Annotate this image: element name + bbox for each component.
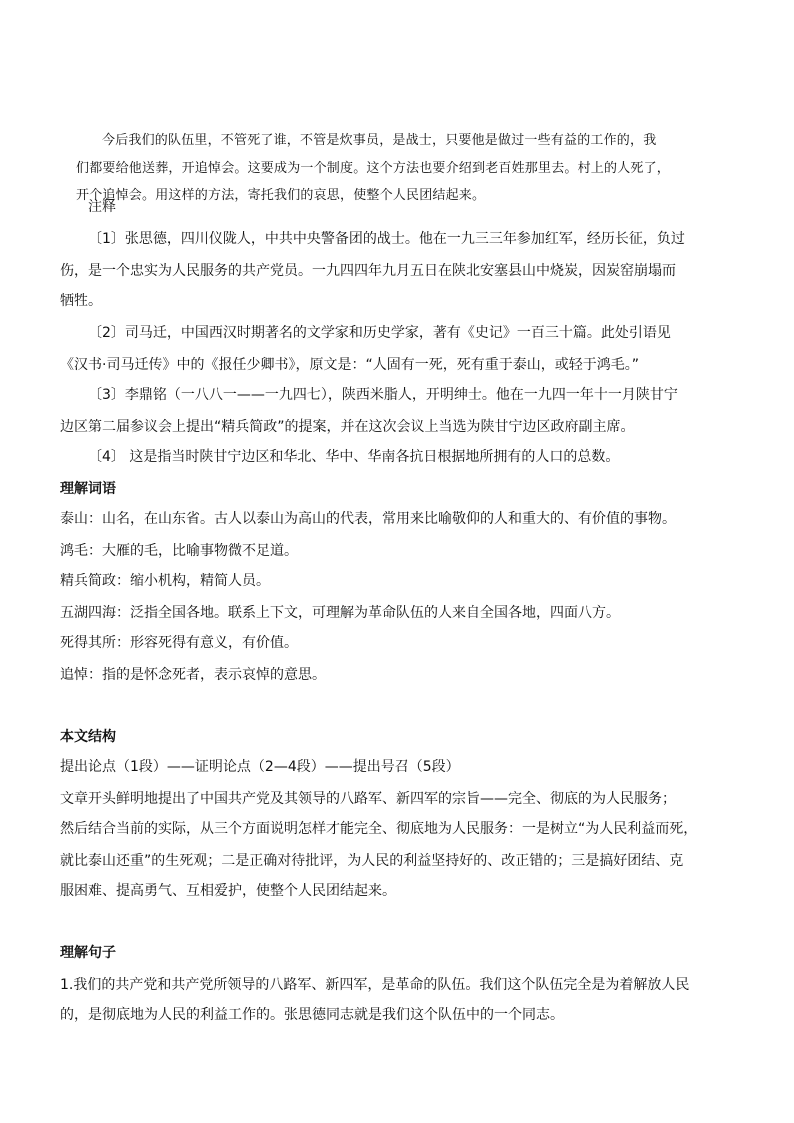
notes-heading: 注释 — [88, 199, 116, 215]
note-line: 牺牲。 — [60, 293, 102, 309]
structure-line: 文章开头鲜明地提出了中国共产党及其领导的八路军、新四军的宗旨——完全、彻底的为人民服务； — [60, 791, 676, 807]
structure-line: 然后结合当前的实际，从三个方面说明怎样才能完全、彻底地为人民服务：一是树立“为人民利益而死， — [60, 821, 698, 837]
sentences-heading: 理解句子 — [60, 945, 116, 961]
vocab-item: 五湖四海：泛指全国各地。联系上下文，可理解为革命队伍的人来自全国各地，四面八方。 — [60, 605, 620, 621]
note-line: 边区第二届参议会上提出“精兵简政”的提案，并在这次会议上当选为陕甘宁边区政府副主席。 — [60, 419, 635, 435]
sentence-line: 1.我们的共产党和共产党所领导的八路军、新四军，是革命的队伍。我们这个队伍完全是为着解放人民 — [60, 977, 690, 993]
note-line: 《汉书·司马迁传》中的《报任少卿书》，原文是：“人固有一死，死有重于泰山，或轻于鸿毛。” — [60, 357, 639, 373]
note-line: 〔1〕张思德，四川仪陇人，中共中央警备团的战士。他在一九三三年参加红军，经历长征，负过 — [88, 231, 685, 247]
vocab-item: 死得其所：形容死得有意义，有价值。 — [60, 635, 298, 651]
note-line: 〔3〕李鼎铭（一八八一——一九四七），陕西米脂人，开明绅士。他在一九四一年十一月陕甘宁 — [88, 387, 678, 403]
structure-line: 服困难、提高勇气、互相爱护，使整个人民团结起来。 — [60, 883, 396, 899]
structure-line: 就比泰山还重”的生死观；二是正确对待批评，为人民的利益坚持好的、改正错的；三是搞好团结、克 — [60, 853, 684, 869]
vocab-heading: 理解词语 — [60, 481, 116, 497]
quote-line: 们都要给他送葬，开追悼会。这要成为一个制度。这个方法也要介绍到老百姓那里去。村上的人死了， — [76, 161, 671, 176]
vocab-item: 追悼：指的是怀念死者，表示哀悼的意思。 — [60, 667, 326, 683]
note-line: 伤，是一个忠实为人民服务的共产党员。一九四四年九月五日在陕北安塞县山中烧炭，因炭窑崩塌而 — [60, 263, 676, 279]
structure-heading: 本文结构 — [60, 729, 116, 745]
structure-line: 提出论点（1段）——证明论点（2—4段）——提出号召（5段） — [60, 759, 460, 775]
vocab-item: 精兵简政：缩小机构，精简人员。 — [60, 573, 270, 589]
vocab-item: 泰山：山名，在山东省。古人以泰山为高山的代表，常用来比喻敬仰的人和重大的、有价值的事物。 — [60, 511, 676, 527]
quote-line: 开个追悼会。用这样的方法，寄托我们的哀思，使整个人民团结起来。 — [76, 188, 486, 203]
note-line: 〔2〕司马迁，中国西汉时期著名的文学家和历史学家，著有《史记》一百三十篇。此处引语见 — [88, 325, 671, 341]
sentence-line: 的，是彻底地为人民的利益工作的。张思德同志就是我们这个队伍中的一个同志。 — [60, 1007, 564, 1023]
note-line: 〔4〕 这是指当时陕甘宁边区和华北、华中、华南各抗日根据地所拥有的人口的总数。 — [88, 449, 620, 465]
vocab-item: 鸿毛：大雁的毛，比喻事物微不足道。 — [60, 543, 298, 559]
quote-line: 今后我们的队伍里，不管死了谁，不管是炊事员，是战士，只要他是做过一些有益的工作的，我 — [102, 133, 657, 148]
